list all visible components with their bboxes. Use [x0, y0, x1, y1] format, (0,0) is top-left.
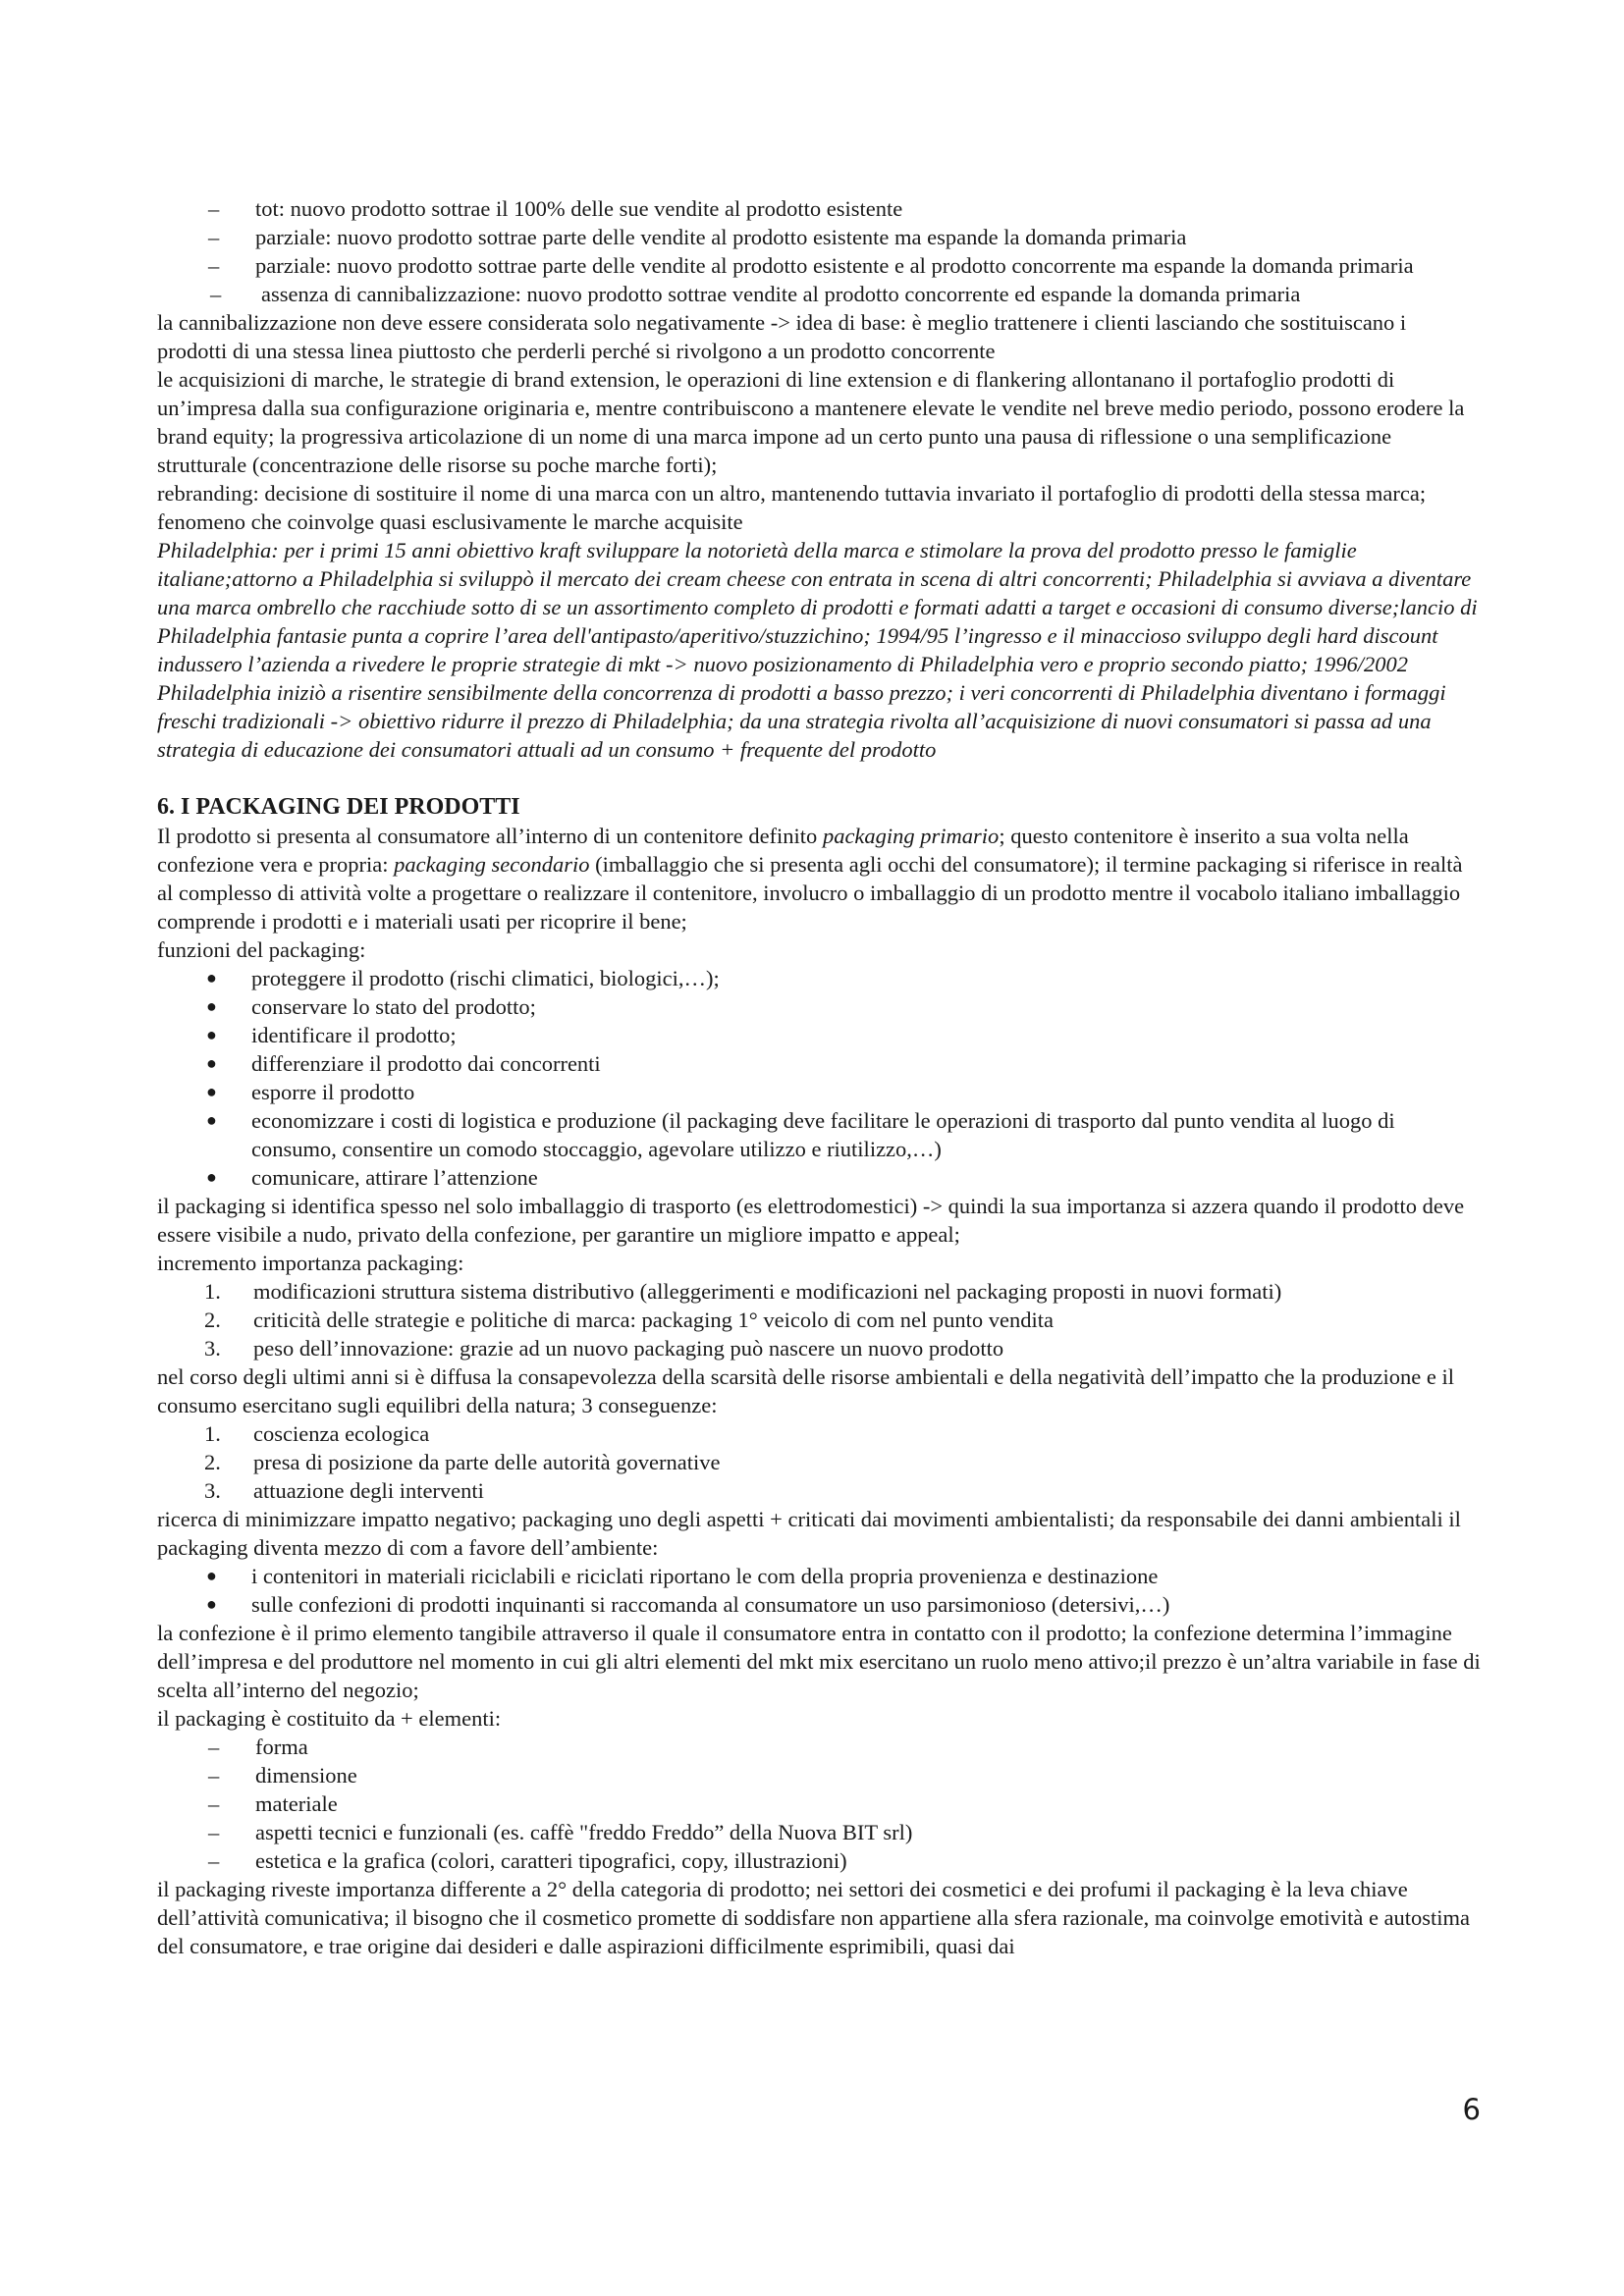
list-item: ● proteggere il prodotto (rischi climatici, biologici,…);	[206, 966, 720, 990]
list-item: – dimensione	[208, 1763, 357, 1788]
paragraph-transport: il packaging si identifica spesso nel solo imballaggio di trasporto (es elettrodomestici) -> quindi la sua importanza si azzera quando il prodotto deve essere visibile a nudo, privato della confezione, per garantire un migliore impatto e appeal;	[157, 1194, 1465, 1247]
bullet-marker: ●	[206, 968, 217, 988]
elements-list	[157, 1733, 1481, 1875]
consequences-list	[157, 1419, 1481, 1505]
functions-list	[157, 964, 1481, 1192]
page-number: 6	[1462, 2093, 1481, 2126]
number-marker: 3.	[204, 1478, 221, 1503]
bullet-marker: ●	[206, 1053, 217, 1073]
functions-label: funzioni del packaging:	[157, 937, 366, 962]
list-item: ● comunicare, attirare l’attenzione	[206, 1165, 538, 1190]
dash-marker: –	[208, 196, 220, 221]
list-item: 3. attuazione degli interventi	[204, 1478, 484, 1503]
environment-list	[157, 1562, 1481, 1619]
paragraph-cosmetics: il packaging riveste importanza differente a 2° della categoria di prodotto; nei settori dei cosmetici e dei profumi il packaging è la leva chiave dell’attività comunicativa; il bisogno che il cosmetico promette di soddisfare non appartiene alla sfera razionale, ma coinvolge emotività e autostima del consumatore, e trae origine dai desideri e dalle aspirazioni difficilmente esprimibili, quasi dai	[157, 1877, 1471, 1958]
list-item: ● identificare il prodotto;	[206, 1023, 457, 1047]
list-item: ● differenziare il prodotto dai concorrenti	[206, 1051, 601, 1076]
dash-marker: –	[208, 1820, 220, 1844]
bullet-marker: ●	[206, 1110, 217, 1130]
list-item: 3. peso dell’innovazione: grazie ad un nuovo packaging può nascere un nuovo prodotto	[204, 1336, 1004, 1361]
paragraph-minimize: ricerca di minimizzare impatto negativo; packaging uno degli aspetti + criticati dai movimenti ambientalisti; da responsabile dei danni ambientali il packaging diventa mezzo di com a favore dell’ambiente:	[157, 1507, 1461, 1560]
paragraph-environment: nel corso degli ultimi anni si è diffusa la consapevolezza della scarsità delle risorse ambientali e della negatività dell’impatto che la produzione e il consumo esercitano sugli equilibri della natura; 3 conseguenze:	[157, 1364, 1454, 1417]
bullet-marker: ●	[206, 1167, 217, 1187]
list-item: 1. modificazioni struttura sistema distributivo (alleggerimenti e modificazioni nel packaging proposti in nuovi formati)	[204, 1279, 1282, 1304]
importance-list	[157, 1277, 1481, 1362]
paragraph-confezione: la confezione è il primo elemento tangibile attraverso il quale il consumatore entra in contatto con il prodotto; la confezione determina l’immagine dell’impresa e del produttore nel momento in cui gli altri elementi del mkt mix esercitano un ruolo meno attivo;il prezzo è un’altra variabile in fase di scelta all’interno del negozio;	[157, 1621, 1481, 1702]
dash-marker: –	[208, 1763, 220, 1788]
number-marker: 3.	[204, 1336, 221, 1361]
list-item: – tot: nuovo prodotto sottrae il 100% delle sue vendite al prodotto esistente	[208, 196, 903, 221]
term-packaging-primario: packaging primario	[822, 824, 1000, 848]
list-item: 2. presa di posizione da parte delle autorità governative	[204, 1450, 721, 1474]
list-item: – estetica e la grafica (colori, caratteri tipografici, copy, illustrazioni)	[208, 1848, 847, 1873]
bullet-marker: ●	[206, 1082, 217, 1101]
paragraph-rebranding: rebranding: decisione di sostituire il nome di una marca con un altro, mantenendo tuttavia invariato il portafoglio di prodotti della stessa marca; fenomeno che coinvolge quasi esclusivamente le marche acquisite	[157, 481, 1427, 534]
bullet-marker: ●	[206, 996, 217, 1016]
paragraph-intro: Il prodotto si presenta al consumatore all’interno di un contenitore definito packaging primario; questo contenitore è inserito a sua volta nella confezione vera e propria: packaging secondario (imballaggio che si presenta agli occhi del consumatore); il termine packaging si riferisce in realtà al complesso di attività volte a progettare o realizzare il contenitore, involucro o imballaggio di un prodotto mentre il vocabolo italiano imballaggio comprende i prodotti e i materiali usati per ricoprire il bene;	[157, 824, 1463, 934]
cannibalization-list	[157, 194, 1481, 308]
paragraph-philadelphia: Philadelphia: per i primi 15 anni obiettivo kraft sviluppare la notorietà della marca e stimolare la prova del prodotto presso le famiglie italiane;attorno a Philadelphia si sviluppò il mercato dei cream cheese con entrata in scena di altri concorrenti; Philadelphia si avviava a diventare una marca ombrello che racchiude sotto di se un assortimento completo di prodotti e formati adatti a target e occasioni di consumo diverse;lancio di Philadelphia fantasie punta a coprire l’area dell'antipasto/aperitivo/stuzzichino; 1994/95 l’ingresso e il minaccioso sviluppo degli hard discount indussero l’azienda a rivedere le proprie strategie di mkt -> nuovo posizionamento di Philadelphia vero e proprio secondo piatto; 1996/2002 Philadelphia iniziò a risentire sensibilmente della concorrenza di prodotti a basso prezzo; i veri concorrenti di Philadelphia diventano i formaggi freschi tradizionali -> obiettivo ridurre il prezzo di Philadelphia; da una strategia rivolta all’acquisizione di nuovi consumatori si passa ad una strategia di educazione dei consumatori attuali ad un consumo + frequente del prodotto	[157, 538, 1478, 762]
document-page	[157, 194, 1481, 1960]
dash-marker: –	[208, 1791, 220, 1816]
paragraph-acquisitions: le acquisizioni di marche, le strategie di brand extension, le operazioni di line extension e di flankering allontanano il portafoglio prodotti di un’impresa dalla sua configurazione originaria e, mentre contribuiscono a mantenere elevate le vendite nel breve medio periodo, possono erodere la brand equity; la progressiva articolazione di un nome di una marca impone ad un certo punto una pausa di riflessione o una semplificazione strutturale (concentrazione delle risorse su poche marche forti);	[157, 367, 1465, 477]
list-item: ● economizzare i costi di logistica e produzione (il packaging deve facilitare le operazioni di trasporto dal punto vendita al luogo di consumo, consentire un comodo stoccaggio, agevolare utilizzo e riutilizzo,…)	[206, 1108, 1395, 1161]
list-item: – forma	[208, 1735, 308, 1759]
bullet-marker: ●	[206, 1594, 217, 1614]
term-packaging-secondario: packaging secondario	[394, 852, 590, 877]
list-item: 1. coscienza ecologica	[204, 1421, 430, 1446]
number-marker: 1.	[204, 1279, 221, 1304]
list-item: ● conservare lo stato del prodotto;	[206, 994, 536, 1019]
list-item: ● esporre il prodotto	[206, 1080, 415, 1104]
list-item: ● i contenitori in materiali riciclabili e riciclati riportano le com della propria provenienza e destinazione	[206, 1564, 1159, 1588]
list-item: – assenza di cannibalizzazione: nuovo prodotto sottrae vendite al prodotto concorrente ed espande la domanda primaria	[210, 282, 1301, 306]
section-heading: 6. I PACKAGING DEI PRODOTTI	[157, 794, 520, 820]
dash-marker: –	[208, 1848, 220, 1873]
elements-label: il packaging è costituito da + elementi:	[157, 1706, 502, 1731]
paragraph-cannibalization: la cannibalizzazione non deve essere considerata solo negativamente -> idea di base: è meglio trattenere i clienti lasciando che sostituiscano i prodotti di una stessa linea piuttosto che perderli perché si rivolgono a un prodotto concorrente	[157, 310, 1407, 363]
dash-marker: –	[208, 1735, 220, 1759]
number-marker: 2.	[204, 1308, 221, 1332]
list-item: – materiale	[208, 1791, 338, 1816]
number-marker: 2.	[204, 1450, 221, 1474]
list-item: – aspetti tecnici e funzionali (es. caffè "freddo Freddo” della Nuova BIT srl)	[208, 1820, 913, 1844]
importance-label: incremento importanza packaging:	[157, 1251, 464, 1275]
list-item: – parziale: nuovo prodotto sottrae parte delle vendite al prodotto esistente ma espande la domanda primaria	[208, 225, 1187, 249]
list-item: – parziale: nuovo prodotto sottrae parte delle vendite al prodotto esistente e al prodotto concorrente ma espande la domanda primaria	[208, 253, 1414, 278]
number-marker: 1.	[204, 1421, 221, 1446]
dash-marker: –	[208, 253, 220, 278]
list-item: ● sulle confezioni di prodotti inquinanti si raccomanda al consumatore un uso parsimonioso (detersivi,…)	[206, 1592, 1170, 1617]
dash-marker: –	[210, 282, 222, 306]
list-item: 2. criticità delle strategie e politiche di marca: packaging 1° veicolo di com nel punto vendita	[204, 1308, 1054, 1332]
bullet-marker: ●	[206, 1566, 217, 1585]
dash-marker: –	[208, 225, 220, 249]
bullet-marker: ●	[206, 1025, 217, 1044]
